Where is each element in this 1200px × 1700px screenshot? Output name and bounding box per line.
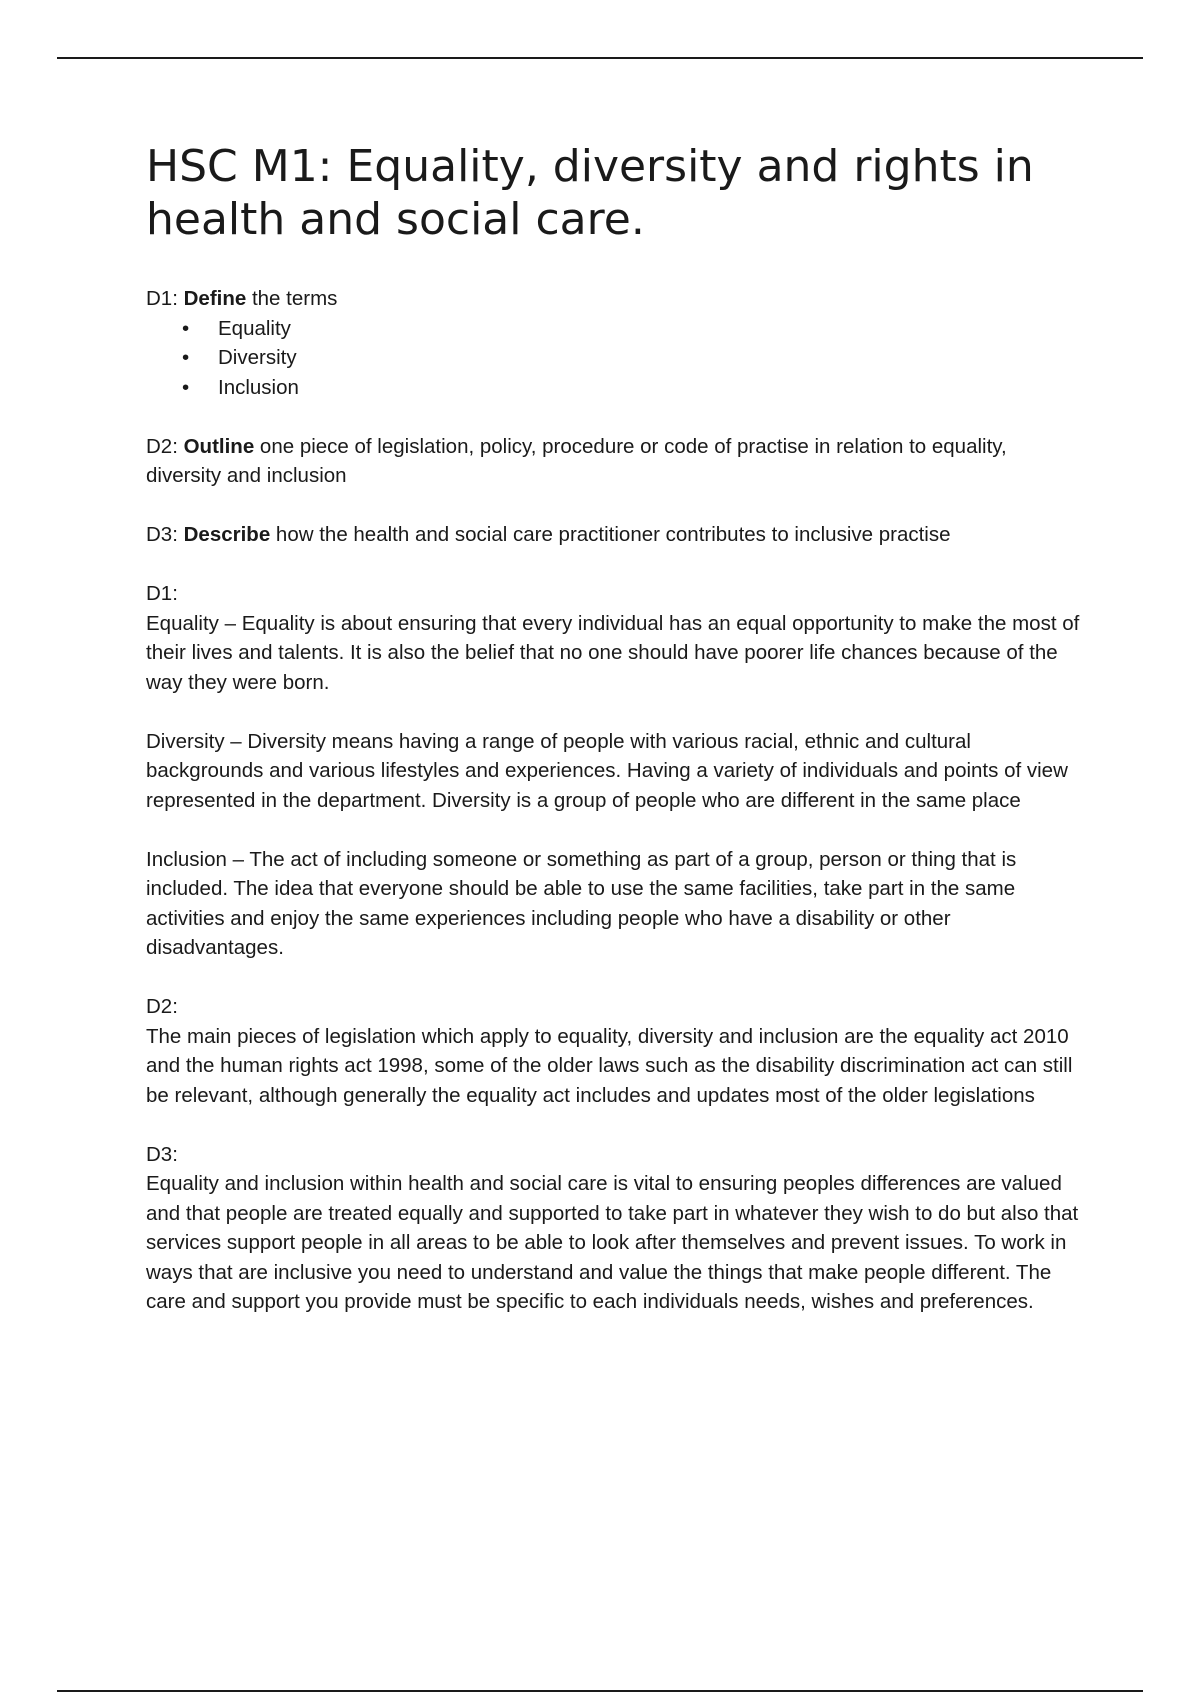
task-d3-rest: how the health and social care practitioner contributes to inclusive practise	[270, 523, 951, 546]
answer-d1-heading: D1:	[146, 582, 178, 605]
bullet-icon: •	[182, 346, 190, 369]
header-rule	[57, 57, 1143, 59]
task-d3	[146, 520, 1086, 550]
bullet-icon: •	[182, 375, 190, 399]
term-label: Diversity	[218, 346, 297, 369]
task-d3-verb: Describe	[183, 523, 271, 546]
answer-d2-heading: D2:	[146, 995, 178, 1018]
answer-d2-text: The main pieces of legislation which apply to equality, diversity and inclusion are the equality act 2010 and the human rights act 1998, some of the older laws such as the disability discrimination act can still be relevant, although generally the equality act includes and updates most of the older legislations	[146, 1024, 1073, 1107]
bullet-icon: •	[182, 316, 190, 340]
task-d3-prefix: D3:	[146, 523, 184, 546]
answer-d1-diversity: Diversity – Diversity means having a range of people with various racial, ethnic and cultural backgrounds and various lifestyles and experiences. Having a variety of individuals and points of view represented in the department. Diversity is a group of people who are different in the same place	[146, 729, 1068, 812]
footer-rule	[57, 1690, 1143, 1692]
document-body	[146, 140, 1086, 1317]
task-d2-verb: Outline	[183, 434, 255, 458]
task-d1-prefix: D1:	[146, 287, 184, 310]
answer-d1-equality: Equality – Equality is about ensuring that every individual has an equal opportunity to make the most of their lives and talents. It is also the belief that no one should have poorer life chances because of the way they were born.	[146, 611, 1080, 694]
task-d2	[146, 432, 1086, 491]
task-d2-rest: one piece of legislation, policy, procedure or code of practise in relation to equality, diversity and inclusion	[146, 434, 1007, 487]
list-item	[146, 343, 1086, 373]
term-label: Equality	[218, 316, 291, 340]
document-title: HSC M1: Equality, diversity and rights in health and social care.	[146, 141, 1034, 245]
list-item	[146, 314, 1086, 344]
task-d1-rest: the terms	[246, 287, 338, 310]
list-item	[146, 373, 1086, 403]
task-d1-terms-list	[146, 314, 1086, 403]
answer-d1-inclusion: Inclusion – The act of including someone or something as part of a group, person or thing that is included. The idea that everyone should be able to use the same facilities, take part in the same activities and enjoy the same experiences including people who have a disability or other disadvantages.	[146, 847, 1017, 959]
task-d2-prefix: D2:	[146, 434, 184, 458]
task-d1	[146, 284, 1086, 314]
term-label: Inclusion	[218, 375, 299, 399]
task-d1-verb: Define	[183, 287, 247, 310]
answer-d3-text: Equality and inclusion within health and social care is vital to ensuring peoples differences are valued and that people are treated equally and supported to take part in whatever they wish to do but also that services support people in all areas to be able to look after themselves and prevent issues. To work in ways that are inclusive you need to understand and value the things that make people different. The care and support you provide must be specific to each individuals needs, wishes and preferences.	[146, 1172, 1079, 1313]
answer-d3-heading: D3:	[146, 1142, 178, 1166]
